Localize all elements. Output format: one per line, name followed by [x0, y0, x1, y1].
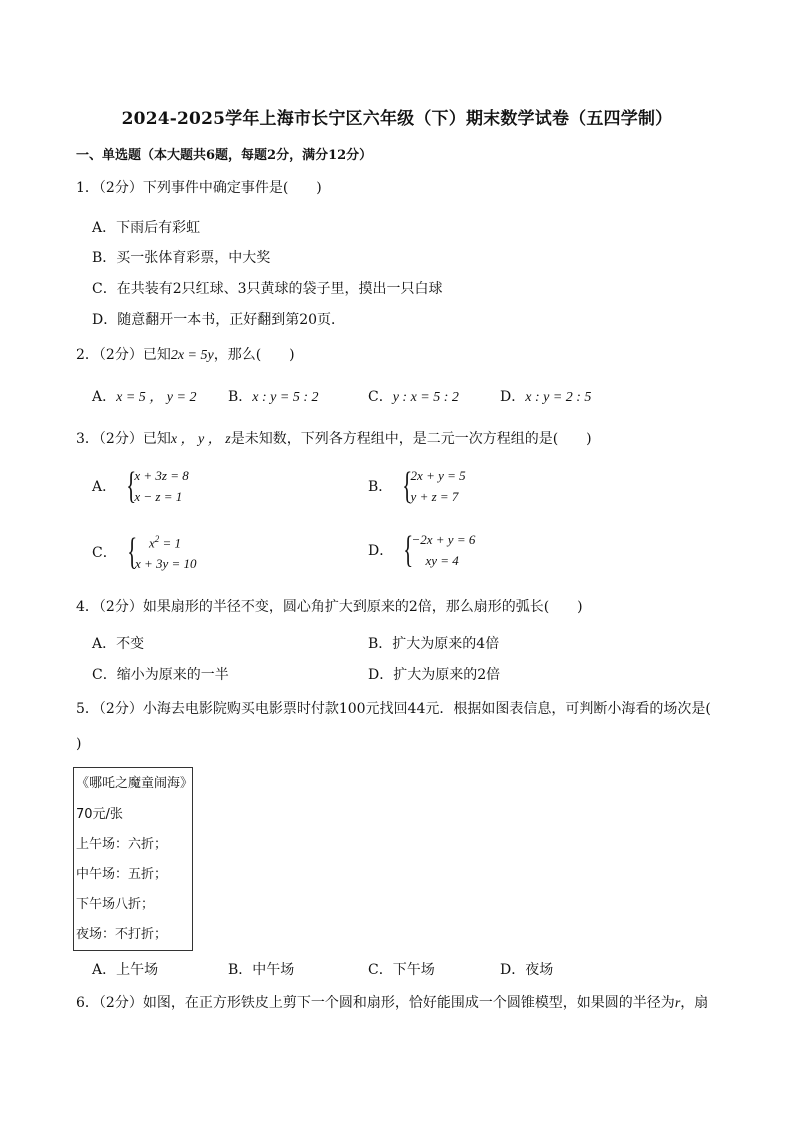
equation-2: x − z = 1	[134, 489, 183, 504]
question-5-option-c: C．下午场	[368, 962, 435, 978]
info-movie-title: 《哪吒之魔童闹海》	[76, 776, 194, 791]
question-6-stem	[76, 992, 708, 1012]
option-math: y : x = 5 : 2	[392, 390, 459, 405]
question-5-option-b: B．中午场	[228, 962, 295, 978]
question-3-stem-pre: 3．（2分）已知	[76, 431, 171, 447]
question-4-option-b: B．扩大为原来的4倍	[368, 636, 500, 652]
exam-title: 2024-2025学年上海市长宁区六年级（下）期末数学试卷（五四学制）	[121, 109, 673, 129]
question-2-stem-pre: 2．（2分）已知	[76, 347, 171, 363]
question-4-option-c: C．缩小为原来的一半	[92, 667, 229, 683]
equation-system	[135, 530, 197, 573]
question-2-option-d	[500, 386, 591, 406]
equation-system	[411, 466, 466, 506]
option-label: B．	[228, 389, 253, 405]
section-heading: 一、单选题（本大题共6题，每题2分，满分12分）	[76, 148, 373, 163]
question-5-option-d: D．夜场	[500, 962, 554, 978]
question-6-stem-var: r	[674, 996, 681, 1011]
question-4-option-d: D．扩大为原来的2倍	[368, 667, 501, 683]
equation-1	[135, 530, 197, 552]
brace-icon: {	[403, 529, 414, 571]
question-1-option-b: B．买一张体育彩票，中大奖	[92, 250, 271, 266]
ticket-info-box	[73, 767, 193, 951]
info-night: 夜场：不打折；	[76, 927, 168, 942]
question-3-stem-post: 是未知数，下列各方程组中，是二元一次方程组的是( )	[230, 431, 592, 447]
equation-1: x + 3z = 8	[134, 468, 189, 483]
option-label: C．	[92, 544, 117, 561]
option-math: x : y = 5 : 2	[252, 390, 319, 405]
question-2-stem	[76, 344, 295, 364]
question-5-stem-line1: 5．（2分）小海去电影院购买电影票时付款100元找回44元．根据如图表信息，可判断小海看的场次是(	[76, 701, 711, 717]
equation-1-exponent: 2	[154, 534, 160, 544]
equation-2: xy = 4	[425, 553, 459, 568]
question-6-stem-pre: 6．（2分）如图，在正方形铁皮上剪下一个圆和扇形，恰好能围成一个圆锥模型，如果圆的半径为	[76, 995, 675, 1011]
option-math: x = 5 ， y = 2	[116, 390, 197, 405]
equation-1-base: x	[148, 535, 155, 551]
question-2-stem-post: ，那么( )	[213, 347, 295, 363]
question-6-stem-post: ，扇	[680, 995, 709, 1011]
equation-1-rest: = 1	[159, 535, 182, 551]
option-label: A．	[92, 389, 117, 405]
brace-icon: {	[126, 465, 137, 507]
equation-1: −2x + y = 6	[411, 532, 476, 547]
option-label: C．	[368, 389, 393, 405]
question-2-option-a	[92, 386, 196, 406]
question-1-option-c: C．在共装有2只红球、3只黄球的袋子里，摸出一只白球	[92, 281, 443, 297]
info-price: 70元/张	[76, 807, 123, 822]
equation-2: y + z = 7	[410, 489, 459, 504]
question-3-option-c	[92, 530, 197, 573]
brace-icon: {	[402, 465, 413, 507]
question-2-stem-equation: 2x = 5y	[170, 348, 214, 363]
question-2-option-b	[228, 386, 319, 406]
option-label: A．	[92, 479, 117, 495]
question-1-option-a: A．下雨后有彩虹	[92, 220, 201, 236]
question-2-option-c	[368, 386, 459, 406]
brace-icon: {	[126, 530, 137, 573]
equation-2: x + 3y = 10	[134, 556, 197, 572]
question-3-option-d	[368, 530, 475, 570]
info-afternoon: 下午场八折；	[76, 897, 155, 912]
question-5-stem-line2: )	[76, 736, 82, 752]
option-math: x : y = 2 : 5	[525, 390, 592, 405]
question-5-option-a: A．上午场	[92, 962, 159, 978]
question-3-option-b	[368, 466, 466, 506]
option-label: D．	[368, 543, 394, 559]
info-noon: 中午场：五折；	[76, 867, 168, 882]
question-4-option-a: A．不变	[92, 636, 145, 652]
question-3-stem	[76, 428, 592, 448]
question-3-stem-vars: x ， y ， z	[170, 432, 231, 447]
question-1-stem: 1．（2分）下列事件中确定事件是( )	[76, 180, 322, 196]
option-label: D．	[500, 389, 526, 405]
equation-system	[411, 530, 475, 570]
equation-system	[134, 466, 188, 506]
question-4-stem: 4．（2分）如果扇形的半径不变，圆心角扩大到原来的2倍，那么扇形的弧长( )	[76, 599, 583, 615]
question-3-option-a	[92, 466, 189, 506]
info-morning: 上午场：六折；	[76, 837, 168, 852]
option-label: B．	[368, 479, 393, 495]
equation-1: 2x + y = 5	[410, 468, 466, 483]
question-1-option-d: D．随意翻开一本书，正好翻到第20页．	[92, 312, 346, 328]
